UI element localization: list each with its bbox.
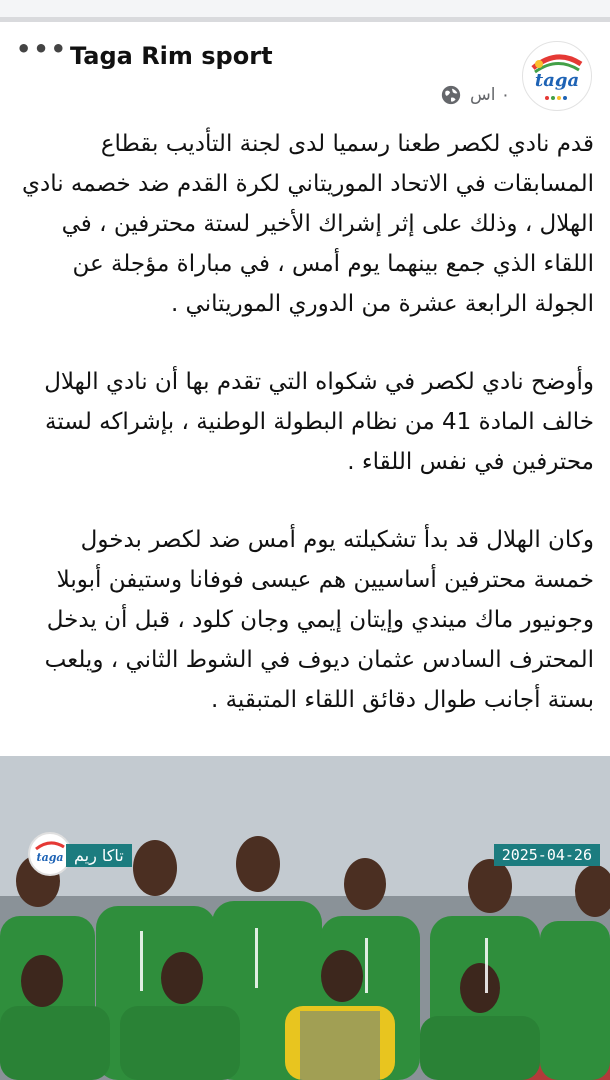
avatar[interactable]	[522, 41, 592, 111]
post-header	[0, 28, 610, 114]
post-paragraph: قدم نادي لكصر طعنا رسميا لدى لجنة التأديب بقطاع المسابقات في الاتحاد الموريتاني لكرة القدم ضد خصمه نادي الهلال ، وذلك على إثر إشراك الأخير لستة محترفين ، في اللقاء الذي جمع بينهما يوم أمس ، في مباراة مؤجلة عن الجولة الرابعة عشرة من الدوري الموريتاني .	[21, 131, 594, 317]
post-meta	[440, 84, 510, 106]
photo-date: 2025-04-26	[494, 844, 600, 866]
team-photo-illustration	[0, 756, 610, 1080]
top-bar	[0, 0, 610, 22]
post-paragraph: وأوضح نادي لكصر في شكواه التي تقدم بها أن نادي الهلال خالف المادة 41 من نظام البطولة الوطنية ، بإشراكه لستة محترفين في نفس اللقاء .	[44, 369, 594, 475]
timestamp[interactable]: ٠ اس	[469, 85, 510, 105]
globe-icon[interactable]	[440, 84, 462, 106]
more-dots-icon[interactable]: •••	[16, 35, 69, 63]
divider	[0, 17, 610, 22]
photo-logo-text: taga	[36, 851, 64, 864]
page-name[interactable]: Taga Rim sport	[70, 42, 273, 70]
post-text	[14, 124, 594, 758]
post-paragraph: وكان الهلال قد بدأ تشكيلته يوم أمس ضد لكصر بدخول خمسة محترفين أساسيين هم عيسى فوفانا وستيفن أبوبلا وجونيور ماك ميندي وإيتان إيمي وجان كلود ، قبل أن يدخل المحترف السادس عثمان ديوف في الشوط الثاني ، ويلعب بستة أجانب طوال دقائق اللقاء المتبقية .	[44, 527, 594, 713]
post-photo[interactable]	[0, 756, 610, 1080]
avatar-text: taga	[534, 70, 580, 91]
photo-tag: تاكا ريم	[66, 844, 132, 867]
